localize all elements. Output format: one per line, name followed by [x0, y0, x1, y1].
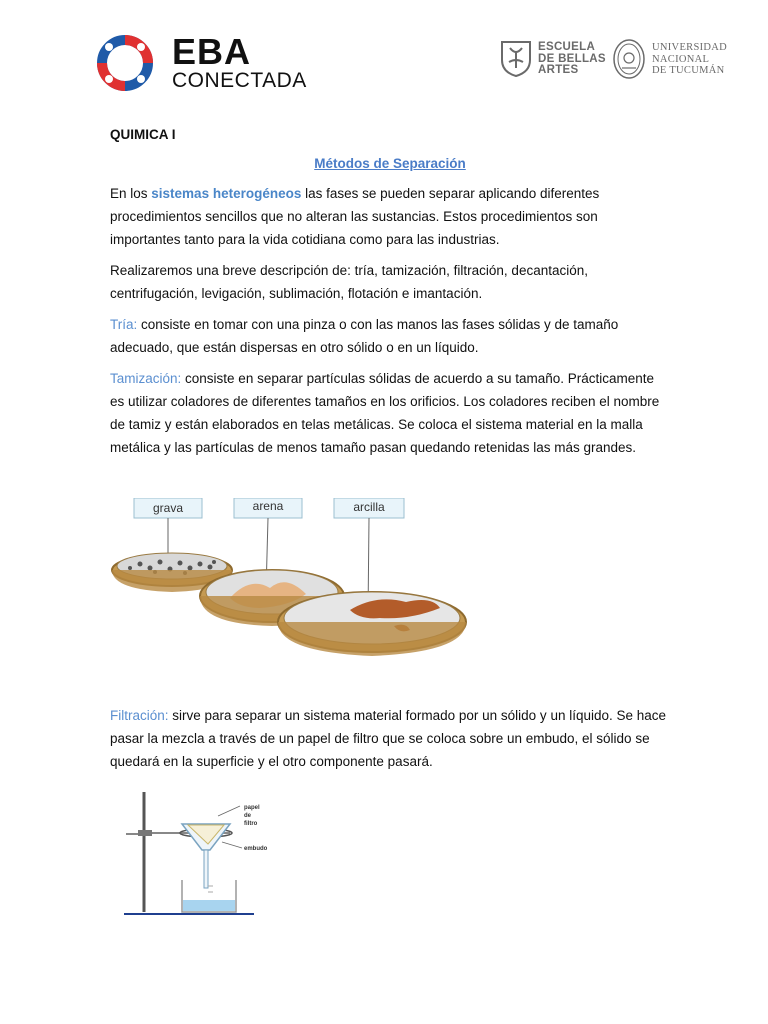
label-grava: grava	[152, 501, 184, 515]
document-body	[110, 126, 670, 459]
sieve-illustration	[110, 498, 470, 660]
page-title: Métodos de Separación	[314, 156, 466, 171]
eba-logo-text: EBA	[172, 31, 252, 72]
subject-heading: QUIMICA I	[110, 127, 176, 142]
summary-paragraph: Realizaremos una breve descripción de: tría, tamización, filtración, decantación, centrifugación, levigación, sublimación, flotación e imantación.	[110, 263, 588, 301]
escuela-logo-line: DE BELLAS	[538, 52, 606, 65]
university-seal-icon	[612, 38, 646, 80]
intro-highlight: sistemas heterogéneos	[151, 186, 302, 201]
tria-text: consiste en tomar con una pinza o con las manos las fases sólidas y de tamaño adecuado, que están dispersas en otro sólido o en un líquido.	[110, 317, 619, 355]
eba-logo-subtext: CONECTADA	[172, 69, 307, 92]
funnel-stem	[204, 850, 208, 888]
eba-ring-logo-icon	[92, 30, 158, 96]
unt-logo-line: NACIONAL	[652, 53, 710, 65]
escuela-bellas-artes-logo	[500, 40, 610, 80]
label-embudo: embudo	[244, 846, 268, 852]
filtracion-paragraph	[110, 704, 670, 773]
label-papel: papel	[244, 805, 260, 811]
intro-rest: las fases se pueden separar aplicando diferentes procedimientos sencillos que no alteran las sustancias. Estos procedimientos son importantes tanto para la vida cotidiana como para las industrias.	[110, 186, 600, 247]
intro-paragraph	[110, 182, 670, 251]
label-filtro: filtro	[244, 821, 258, 827]
filtracion-text: sirve para separar un sistema material formado por un sólido y un líquido. Se hace pasar la mezcla a través de un papel de filtro que se coloca sobre un embudo, el sólido se quedará en la superficie y el otro componente pasará.	[110, 708, 667, 769]
label-de: de	[244, 813, 252, 819]
tamizacion-term: Tamización:	[110, 371, 182, 386]
beaker-liquid	[183, 900, 235, 911]
tria-paragraph	[110, 313, 670, 359]
unt-logo-line: DE TUCUMÁN	[652, 65, 725, 76]
page-header	[0, 0, 768, 110]
filtration-illustration	[118, 788, 290, 920]
unt-logo-line: UNIVERSIDAD	[652, 42, 728, 53]
clamp	[138, 830, 152, 836]
filtracion-section	[110, 704, 670, 773]
tamizacion-paragraph	[110, 367, 670, 459]
tria-term: Tría:	[110, 317, 138, 332]
tamizacion-text: consiste en separar partículas sólidas de acuerdo a su tamaño. Prácticamente es utilizar coladores de diferentes tamaños en los orificios. Los coladores reciben el nombre de tamiz y están elaborados en telas metálicas. Se coloca el sistema material en la malla metálica y las partículas de menos tamaño pasan quedando retenidas las más grandes.	[110, 371, 660, 455]
label-arena: arena	[252, 499, 284, 513]
escuela-logo-line: ARTES	[538, 64, 579, 76]
intro-prefix: En los	[110, 186, 152, 201]
unt-logo	[612, 38, 732, 82]
escuela-logo-line: ESCUELA	[538, 41, 596, 53]
label-arcilla: arcilla	[353, 500, 385, 514]
filtracion-term: Filtración:	[110, 708, 169, 723]
shield-icon	[500, 40, 532, 78]
